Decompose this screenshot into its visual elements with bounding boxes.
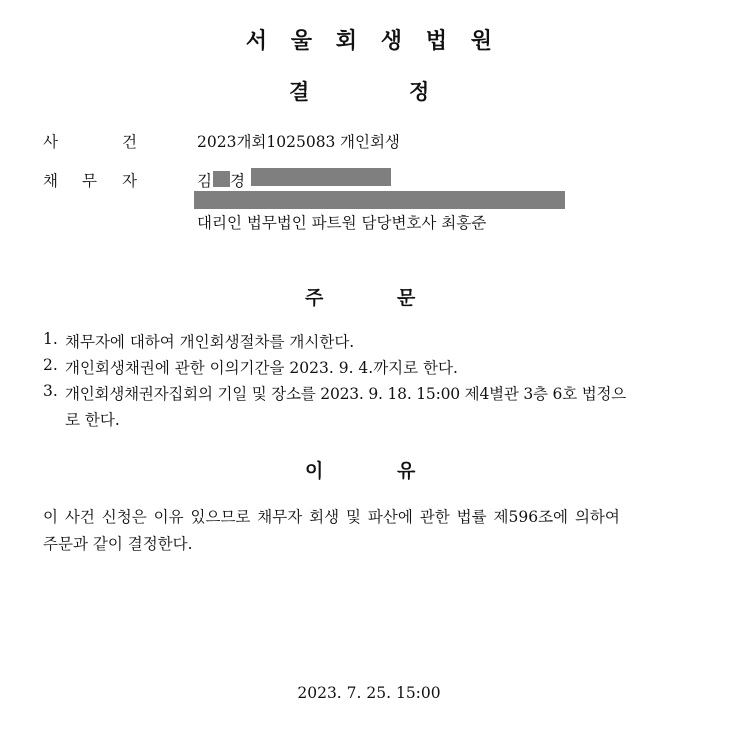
redaction-box bbox=[213, 171, 230, 187]
court-name bbox=[0, 24, 738, 55]
order-item-number: 3. bbox=[43, 382, 58, 400]
case-number: 2023개회1025083 bbox=[197, 133, 336, 151]
document-type-char: 정 bbox=[409, 80, 430, 104]
debtor-label-char: 채 bbox=[43, 172, 58, 190]
document-type-char: 결 bbox=[289, 80, 310, 104]
order-item-number: 1. bbox=[43, 330, 58, 348]
debtor-agent-line: 대리인 법무법인 파트원 담당변호사 최홍준 bbox=[197, 214, 487, 232]
reason-heading-char: 이 bbox=[305, 460, 324, 482]
order-item-text: 개인회생채권에 관한 이의기간을 2023. 9. 4.까지로 한다. bbox=[65, 359, 458, 377]
court-name-char: 원 bbox=[470, 29, 493, 54]
reason-heading bbox=[0, 456, 738, 482]
reason-text-line: 주문과 같이 결정한다. bbox=[43, 535, 193, 553]
order-item-text-continued: 로 한다. bbox=[65, 411, 120, 429]
debtor-label-char: 무 bbox=[82, 172, 97, 190]
document-type-heading bbox=[0, 76, 738, 102]
court-name-char: 법 bbox=[425, 29, 448, 54]
debtor-label-char: 자 bbox=[122, 172, 137, 190]
debtor-name-first: 김 bbox=[197, 172, 212, 190]
order-heading bbox=[0, 283, 738, 309]
reason-heading-char: 유 bbox=[397, 460, 416, 482]
order-item-text: 채무자에 대하여 개인회생절차를 개시한다. bbox=[65, 333, 355, 351]
debtor-name-last: 경 bbox=[230, 172, 245, 190]
case-type: 개인회생 bbox=[340, 133, 400, 151]
court-name-char: 회 bbox=[335, 29, 358, 54]
decision-date: 2023. 7. 25. 15:00 bbox=[297, 684, 441, 702]
redaction-box bbox=[251, 168, 391, 186]
court-name-char: 서 bbox=[245, 29, 268, 54]
case-label-char: 사 bbox=[43, 133, 58, 151]
order-item-text: 개인회생채권자집회의 기일 및 장소를 2023. 9. 18. 15:00 제4별관 3층 6호 법정으 bbox=[65, 385, 627, 403]
redaction-box bbox=[194, 191, 565, 209]
reason-text-line: 이 사건 신청은 이유 있으므로 채무자 회생 및 파산에 관한 법률 제596조에 의하여 bbox=[43, 508, 620, 526]
order-heading-char: 문 bbox=[397, 287, 416, 309]
case-label-char: 건 bbox=[122, 133, 137, 151]
order-heading-char: 주 bbox=[305, 287, 324, 309]
court-name-char: 생 bbox=[380, 29, 403, 54]
court-name-char: 울 bbox=[290, 29, 313, 54]
order-item-number: 2. bbox=[43, 356, 58, 374]
